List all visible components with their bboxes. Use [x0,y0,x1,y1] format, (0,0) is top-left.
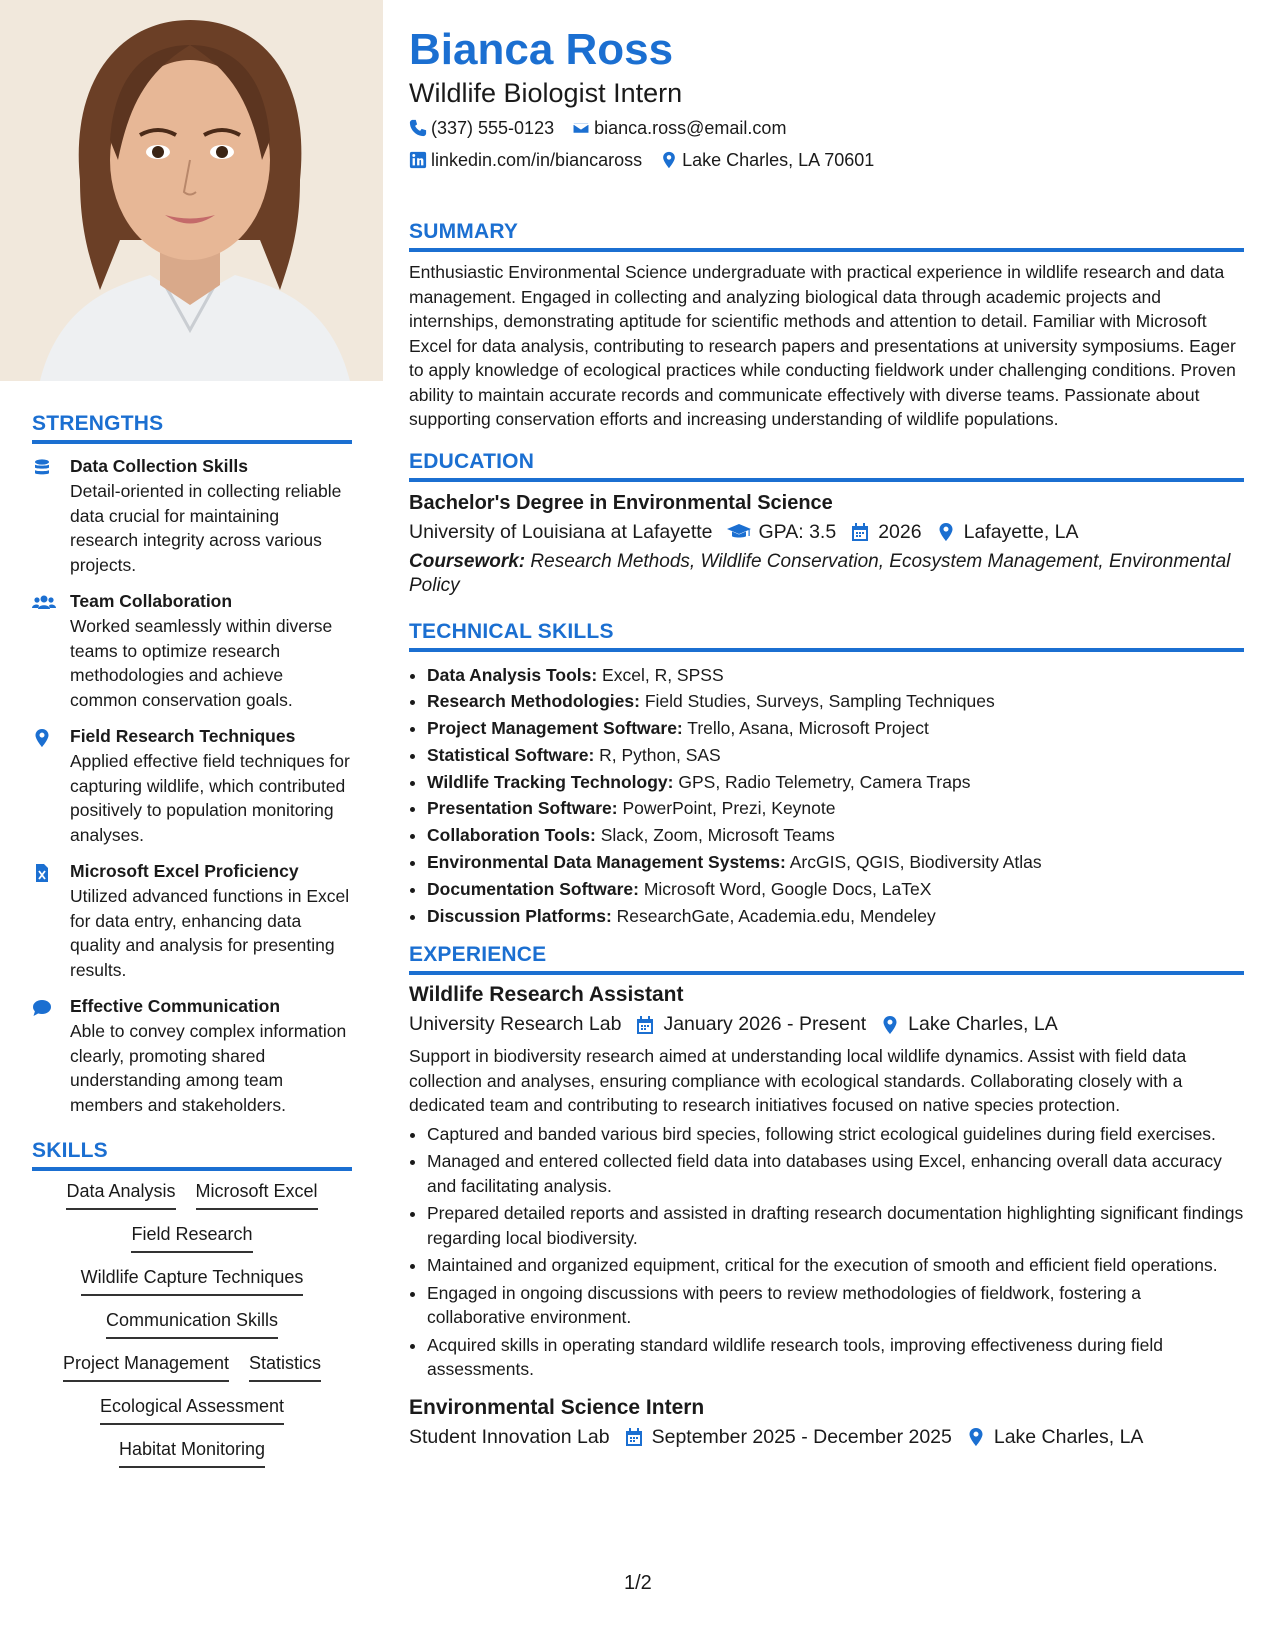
skill-tag: Statistics [249,1353,321,1382]
linkedin-text: linkedin.com/in/biancaross [431,150,643,170]
list-item [427,715,1244,742]
list-item [427,662,1244,689]
map-pin-icon [936,522,956,542]
skill-category: Presentation Software: [427,798,618,819]
coursework-label: Coursework: [409,550,526,572]
dates-text: January 2026 - Present [663,1013,867,1036]
list-item [427,876,1244,903]
skill-values: Microsoft Word, Google Docs, LaTeX [638,878,932,899]
skill-tag: Project Management [63,1353,229,1382]
technical-skills-section [409,620,1244,930]
education-section [409,450,1244,598]
job-location [880,1013,1058,1036]
phone-text: (337) 555-0123 [431,118,555,138]
strength-title: Effective Communication [70,996,281,1016]
degree-title: Bachelor's Degree in Environmental Science [409,491,833,514]
strength-item [32,861,352,982]
summary-text: Enthusiastic Environmental Science undergraduate with practical experience in wildlife research and data management. Engaged in collecting and analyzing biological data through academic projects and internships, demonstrating aptitude for scientific methods and attention to detail. Familiar with Microsoft Excel for data analysis, contributing to research papers and presentations at university symposiums. Eager to apply knowledge of ecological practices while conducting fieldwork under challenging conditions. Proven ability to maintain accurate records and communicate effectively with diverse teams. Passionate about supporting conservation efforts and increasing understanding of wildlife populations. [409,262,1236,429]
job-title: Environmental Science Intern [409,1395,705,1419]
company-name: Student Innovation Lab [409,1425,610,1448]
skill-category: Collaboration Tools: [427,825,596,846]
coursework-list: Research Methods, Wildlife Conservation, Ecosystem Management, Environmental Policy [409,550,1231,596]
sidebar [32,412,352,1468]
skill-category: Discussion Platforms: [427,905,612,926]
location-text: Lake Charles, LA 70601 [682,150,875,170]
year-text: 2026 [878,520,922,543]
education-location [936,521,1079,544]
skill-category: Research Methodologies: [427,691,640,712]
list-item [427,849,1244,876]
job-location-text: Lake Charles, LA [993,1425,1144,1448]
job-meta [409,1426,1244,1449]
strength-title: Team Collaboration [70,591,233,611]
list-item [427,822,1244,849]
email-text: bianca.ross@email.com [594,118,787,138]
list-item: • Captured and banded various bird species, following strict ecological guidelines during field exercises. [427,1122,1244,1147]
list-item: • Engaged in ongoing discussions with peers to review methodologies of fieldwork, fostering a collaborative environment. [427,1281,1244,1330]
gpa [727,521,837,544]
main-content [409,24,1244,1449]
list-item [427,795,1244,822]
envelope-icon [572,119,590,137]
job-title-heading: Wildlife Biologist Intern [409,78,683,108]
list-item [427,688,1244,715]
technical-skills-list [409,662,1244,930]
calendar-icon [624,1427,644,1447]
list-item: • Managed and entered collected field data into databases using Excel, enhancing overall data accuracy and facilitating analysis. [427,1149,1244,1198]
strength-text: Able to convey complex information clearly, promoting shared understanding among team members and stakeholders. [70,1021,347,1115]
skill-values: ArcGIS, QGIS, Biodiversity Atlas [785,852,1042,873]
candidate-name: Bianca Ross [409,25,674,74]
skill-tag: Field Research [131,1224,252,1253]
database-icon [32,456,70,577]
coursework [409,550,1244,598]
skill-values: Field Studies, Surveys, Sampling Techniques [639,691,995,712]
strength-item [32,591,352,712]
gpa-text: GPA: 3.5 [758,520,837,543]
job-dates [635,1013,866,1036]
job-bullets [409,1122,1244,1382]
experience-heading: EXPERIENCE [409,943,1244,975]
contact-linkedin[interactable] [409,148,642,172]
skill-tag: Wildlife Capture Techniques [81,1267,304,1296]
strengths-list [32,456,352,1117]
strength-title: Microsoft Excel Proficiency [70,861,299,881]
job-meta [409,1013,1244,1036]
job-location [966,1426,1144,1449]
experience-section [409,943,1244,1449]
strength-text: Applied effective field techniques for capturing wildlife, which contributed positively to population monitoring analyses. [70,751,350,845]
contact-phone [409,116,554,140]
skill-category: Data Analysis Tools: [427,664,598,685]
strength-item [32,996,352,1117]
page-number: 1/2 [624,1572,652,1594]
skill-values: PowerPoint, Prezi, Keynote [617,798,836,819]
map-pin-icon [966,1427,986,1447]
strength-text: Worked seamlessly within diverse teams to optimize research methodologies and achieve common conservation goals. [70,616,333,710]
dates-text: September 2025 - December 2025 [651,1425,952,1448]
list-item [427,769,1244,796]
strengths-heading: STRENGTHS [32,412,352,444]
linkedin-icon [409,151,427,169]
summary-heading: SUMMARY [409,220,1244,252]
map-pin-icon [880,1015,900,1035]
list-item [427,903,1244,930]
list-item [427,742,1244,769]
skill-category: Environmental Data Management Systems: [427,852,786,873]
job-title: Wildlife Research Assistant [409,983,684,1007]
graduation-year [850,521,921,544]
skill-tag: Ecological Assessment [100,1396,284,1425]
map-pin-icon [32,726,70,847]
education-meta [409,521,1244,544]
chat-bubble-icon [32,996,70,1117]
job-dates [624,1426,952,1449]
phone-icon [409,119,427,137]
skill-values: Trello, Asana, Microsoft Project [682,718,929,739]
map-pin-icon [660,151,678,169]
skill-tag: Communication Skills [106,1310,278,1339]
graduation-cap-icon [727,522,751,542]
portrait-illustration [0,0,383,381]
contact-email[interactable] [572,116,786,140]
education-heading: EDUCATION [409,450,1244,482]
technical-skills-heading: TECHNICAL SKILLS [409,620,1244,652]
company-name: University Research Lab [409,1013,622,1036]
list-item: • Prepared detailed reports and assisted in drafting research documentation highlighting significant findings regarding local biodiversity. [427,1201,1244,1250]
summary-section [409,220,1244,432]
list-item: • Maintained and organized equipment, critical for the execution of smooth and efficient field operations. [427,1253,1244,1278]
strength-item [32,726,352,847]
skill-category: Wildlife Tracking Technology: [427,771,674,792]
skill-tag: Microsoft Excel [196,1181,318,1210]
strength-item [32,456,352,577]
school-name: University of Louisiana at Lafayette [409,520,713,543]
list-item: • Acquired skills in operating standard wildlife research tools, improving effectiveness during field assessments. [427,1333,1244,1382]
excel-file-icon [32,861,70,982]
skill-values: Excel, R, SPSS [597,664,724,685]
job-description: Support in biodiversity research aimed at understanding local wildlife dynamics. Assist with field data collection and analyses, ensuring compliance with ecological standards. Collaborating closely with a dedicated team and contributing to research initiatives focused on native species protection. [409,1046,1187,1116]
contact-location [660,148,874,172]
skill-values: R, Python, SAS [594,744,721,765]
education-location-text: Lafayette, LA [963,520,1079,543]
skill-tag: Data Analysis [66,1181,175,1210]
users-icon [32,591,70,712]
skill-values: ResearchGate, Academia.edu, Mendeley [611,905,936,926]
skill-values: GPS, Radio Telemetry, Camera Traps [673,771,971,792]
skill-category: Statistical Software: [427,744,595,765]
profile-photo [0,0,383,381]
skills-heading: SKILLS [32,1139,352,1171]
contact-info [409,116,1244,180]
calendar-icon [635,1015,655,1035]
skill-category: Project Management Software: [427,718,683,739]
calendar-icon [850,522,870,542]
skill-tag: Habitat Monitoring [119,1439,265,1468]
skill-values: Slack, Zoom, Microsoft Teams [595,825,835,846]
skills-tags [32,1181,352,1468]
strength-title: Data Collection Skills [70,456,248,476]
strength-title: Field Research Techniques [70,726,296,746]
skill-category: Documentation Software: [427,878,639,899]
strength-text: Detail-oriented in collecting reliable data crucial for maintaining research integrity across various projects. [70,481,342,575]
strength-text: Utilized advanced functions in Excel for data entry, enhancing data quality and analysis for presenting results. [70,886,350,980]
job-location-text: Lake Charles, LA [908,1013,1058,1036]
